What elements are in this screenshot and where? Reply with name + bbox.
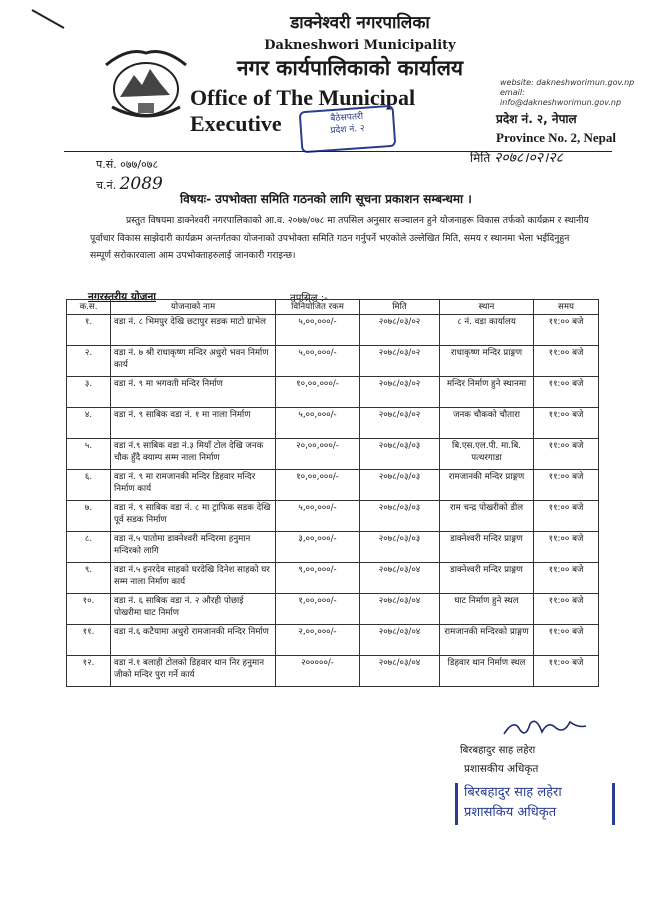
cell-sn: ३. — [67, 377, 111, 408]
cell-sn: ७. — [67, 501, 111, 532]
cell-name: वडा नं. ७ श्री राधाकृष्ण मन्दिर अधुरो भवन निर्माण कार्य — [111, 346, 276, 377]
cell-date: २०७८/०३/०३ — [360, 501, 440, 532]
cell-date: २०७८/०३/०२ — [360, 408, 440, 439]
cell-name: वडा नं.१ बलाही टोलको डिहवार थान निर हनुमान जीको मन्दिर पुरा गर्ने कार्य — [111, 656, 276, 687]
cell-sn: १. — [67, 315, 111, 346]
table-row — [67, 563, 599, 594]
cell-amount: ५,००,०००/- — [276, 315, 360, 346]
table-row — [67, 501, 599, 532]
table-row — [67, 470, 599, 501]
officer-stamp-line-1: बिरबहादुर साह लहेरा — [464, 785, 562, 800]
cell-time: ११:०० बजे — [534, 656, 599, 687]
cell-time: ११:०० बजे — [534, 315, 599, 346]
cell-name: वडा नं. ९ मा भगवती मन्दिर निर्माण — [111, 377, 276, 408]
table-row — [67, 346, 599, 377]
cell-name: वडा नं. ९ साबिक वडा नं. ८ मा ट्राफिक सडक देखि पूर्व सडक निर्माण — [111, 501, 276, 532]
cell-sn: ४. — [67, 408, 111, 439]
table-row — [67, 594, 599, 625]
date-value: २०७८।०२।२८ — [494, 150, 563, 166]
cell-date: २०७८/०३/०४ — [360, 625, 440, 656]
cell-amount: ३,००,०००/- — [276, 532, 360, 563]
dispatch-number — [96, 174, 163, 194]
officer-stamp-line-2: प्रशासकिय अधिकृत — [464, 805, 557, 820]
municipality-name-np: डाक्नेश्वरी नगरपालिका — [290, 13, 430, 33]
signature-scribble — [500, 716, 590, 740]
corner-mark — [30, 8, 66, 30]
cell-time: ११:०० बजे — [534, 439, 599, 470]
cell-date: २०७८/०३/०३ — [360, 439, 440, 470]
cell-amount: १०,००,०००/- — [276, 377, 360, 408]
signatory-designation: प्रशासकीय अधिकृत — [464, 763, 539, 775]
section-heading: नगरस्तरीय योजना — [88, 291, 157, 303]
cell-date: २०७८/०३/०२ — [360, 377, 440, 408]
cell-name: वडा नं.५ पातोमा डाक्नेश्वरी मन्दिरमा हनुमान मन्दिरको लागि — [111, 532, 276, 563]
cell-date: २०७८/०३/०२ — [360, 346, 440, 377]
cell-name: वडा नं.५ इनरदेव साहको घरदेखि दिनेश साहको घर सम्म नाला निर्माण कार्य — [111, 563, 276, 594]
cell-sn: १०. — [67, 594, 111, 625]
cell-place: राम चन्द्र पोखरीको डील — [440, 501, 534, 532]
cell-amount: २,००,०००/- — [276, 625, 360, 656]
cell-time: ११:०० बजे — [534, 625, 599, 656]
cell-place: ८ नं. वडा कार्यालय — [440, 315, 534, 346]
fiscal-year: प.सं. ०७७/०७८ — [96, 158, 159, 171]
cell-time: ११:०० बजे — [534, 346, 599, 377]
table-row — [67, 439, 599, 470]
cell-place: राधाकृष्ण मन्दिर प्राङ्गण — [440, 346, 534, 377]
cell-amount: ५,००,०००/- — [276, 408, 360, 439]
cell-amount: ५,००,०००/- — [276, 501, 360, 532]
dispatch-value: 2089 — [119, 174, 163, 194]
table-row — [67, 625, 599, 656]
cell-time: ११:०० बजे — [534, 470, 599, 501]
letter-date — [470, 148, 563, 167]
cell-name: वडा नं.९ साबिक वडा नं.३ मियाँ टोल देखि जनक चौक हुँदै क्याम्प सम्म नाला निर्माण — [111, 439, 276, 470]
table-header-row — [67, 300, 599, 315]
office-name-en: Office of The Municipal Executive — [190, 85, 416, 136]
schemes-table — [66, 299, 599, 687]
cell-place: रामजानकी मन्दिर प्राङ्गण — [440, 470, 534, 501]
body-paragraph: प्रस्तुत विषयमा डाक्नेश्वरी नगरपालिकाको आ.व. २०७७/०७८ मा तपसिल अनुसार सञ्चालन हुने योजनाहरू विकास तर्फको कार्यक्रम र स्थानीय पूर्वाधार विकास साझेदारी कार्यक्रम अन्तर्गतका योजनाको उपभोक्ता समिति गठन गर्नुपर्ने भएकोले उल्लेखित मिति, समय र स्थानमा भेला भईदिनुहुन सम्पूर्ण सरोकारवाला आम उपभोक्ताहरुलाई जानकारी गराइन्छ। — [90, 215, 589, 261]
email-text: email: info@dakneshworimun.gov.np — [500, 88, 622, 107]
dispatch-label: च.नं. — [96, 179, 117, 192]
cell-name: वडा नं. ६ साबिक वडा नं. २ औरही पोछाई पोखरीमा घाट निर्माण — [111, 594, 276, 625]
cell-name: वडा नं.६ कटैयामा अधुरो रामजानकी मन्दिर निर्माण — [111, 625, 276, 656]
contact-info — [500, 78, 646, 108]
cell-date: २०७८/०३/०४ — [360, 656, 440, 687]
stamp-text-2: प्रदेश नं. २ — [330, 123, 366, 137]
subject-line: विषयः- उपभोक्ता समिति गठनको लागि सूचना प्रकाशन सम्बन्धमा । — [180, 192, 472, 206]
table-row — [67, 377, 599, 408]
cell-time: ११:०० बजे — [534, 501, 599, 532]
cell-place: डाक्नेश्वरी मन्दिर प्राङ्गण — [440, 532, 534, 563]
cell-sn: १२. — [67, 656, 111, 687]
cell-place: जनक चौकको चौतारा — [440, 408, 534, 439]
cell-sn: ९. — [67, 563, 111, 594]
cell-sn: ६. — [67, 470, 111, 501]
cell-place: घाट निर्माण हुने स्थल — [440, 594, 534, 625]
cell-time: ११:०० बजे — [534, 563, 599, 594]
stamp-text-1: बैठेसपतरी — [330, 111, 364, 125]
cell-sn: ५. — [67, 439, 111, 470]
table-row — [67, 315, 599, 346]
cell-sn: ११. — [67, 625, 111, 656]
table-row — [67, 532, 599, 563]
cell-time: ११:०० बजे — [534, 377, 599, 408]
table-row — [67, 408, 599, 439]
cell-place: मन्दिर निर्माण हुने स्थानमा — [440, 377, 534, 408]
officer-stamp — [455, 783, 615, 825]
nepal-emblem-icon — [98, 45, 194, 127]
cell-name: वडा नं. ९ मा रामजानकी मन्दिर डिहवार मन्दिर निर्माण कार्य — [111, 470, 276, 501]
cell-amount: ५,००,०००/- — [276, 346, 360, 377]
cell-date: २०७८/०३/०२ — [360, 315, 440, 346]
cell-name: वडा नं. ९ साबिक वडा नं. १ मा नाला निर्माण — [111, 408, 276, 439]
province-np: प्रदेश नं. २, नेपाल — [496, 112, 577, 126]
cell-time: ११:०० बजे — [534, 532, 599, 563]
province-en: Province No. 2, Nepal — [496, 130, 616, 145]
col-sn: क.स. — [67, 300, 111, 315]
cell-amount: २०००००/- — [276, 656, 360, 687]
col-name: योजनाको नाम — [111, 300, 276, 315]
cell-sn: ८. — [67, 532, 111, 563]
cell-time: ११:०० बजे — [534, 594, 599, 625]
cell-place: डाक्नेश्वरी मन्दिर प्राङ्गण — [440, 563, 534, 594]
office-stamp — [299, 105, 397, 154]
website-text: website: dakneshworimun.gov.np — [500, 78, 635, 87]
cell-date: २०७८/०३/०३ — [360, 532, 440, 563]
signatory-name: बिरबहादुर साह लहेरा — [460, 745, 536, 756]
table-caption: तपसिल :- — [290, 293, 328, 304]
cell-name: वडा नं. ८ भिमपुर देखि छटापुर सडक माटो ग्राभेल — [111, 315, 276, 346]
cell-date: २०७८/०३/०४ — [360, 563, 440, 594]
cell-amount: १०,००,०००/- — [276, 470, 360, 501]
cell-place: बि.एस.एल.पी. मा.बि. पत्थरगाडा — [440, 439, 534, 470]
col-amount: विनियोजित रकम — [276, 300, 360, 315]
office-name-np: नगर कार्यपालिकाको कार्यालय — [236, 56, 464, 80]
col-date: मिति — [360, 300, 440, 315]
cell-amount: १,००,०००/- — [276, 594, 360, 625]
date-label: मिति — [470, 151, 491, 165]
municipality-name-en: Dakneshwori Municipality — [264, 38, 456, 53]
cell-place: रामजानकी मन्दिरको प्राङ्गण — [440, 625, 534, 656]
cell-place: डिहवार थान निर्माण स्थल — [440, 656, 534, 687]
cell-date: २०७८/०३/०४ — [360, 594, 440, 625]
cell-time: ११:०० बजे — [534, 408, 599, 439]
col-place: स्थान — [440, 300, 534, 315]
cell-amount: ९,००,०००/- — [276, 563, 360, 594]
cell-amount: २०,००,०००/- — [276, 439, 360, 470]
cell-sn: २. — [67, 346, 111, 377]
cell-date: २०७८/०३/०३ — [360, 470, 440, 501]
col-time: समय — [534, 300, 599, 315]
table-row — [67, 656, 599, 687]
